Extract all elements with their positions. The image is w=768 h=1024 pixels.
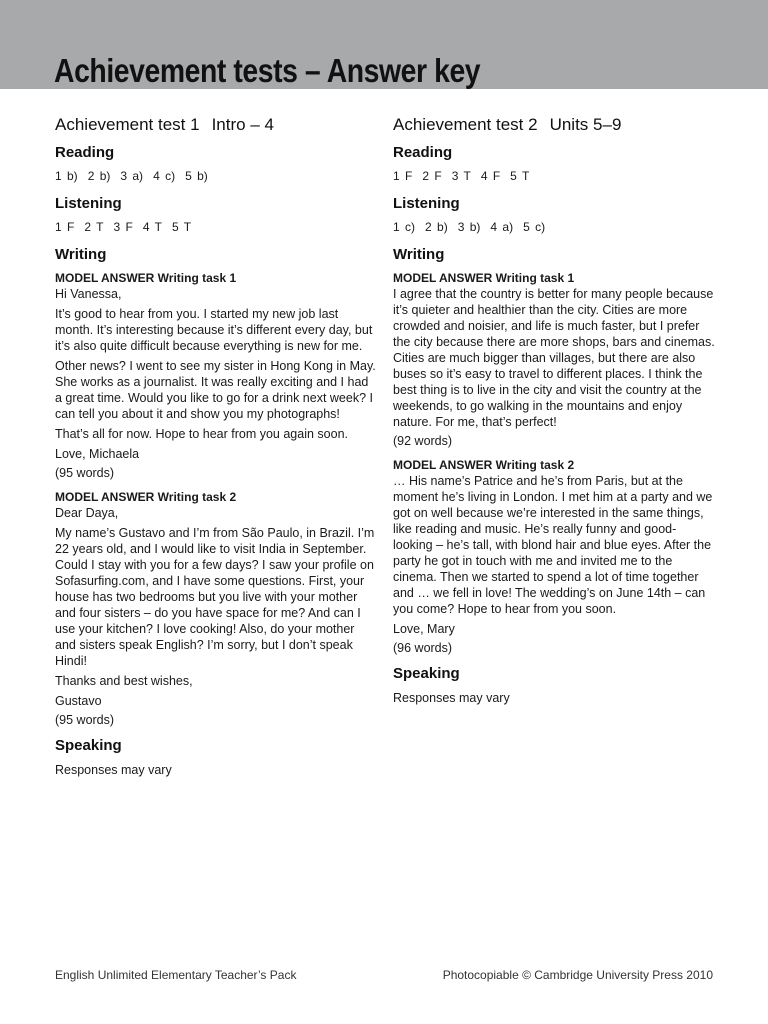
test1-speaking-text: Responses may vary — [55, 763, 172, 777]
test2-title: Achievement test 2 Units 5–9 — [393, 115, 622, 134]
test2-listening-heading: Listening — [393, 195, 460, 212]
paragraph: Love, Michaela — [55, 447, 140, 461]
paragraph: That’s all for now. Hope to hear from you again soon. — [55, 427, 348, 441]
test2-reading-heading: Reading — [393, 144, 453, 161]
model-answer-heading: MODEL ANSWER Writing task 2 — [55, 490, 237, 504]
paragraph: … His name’s Patrice and he’s from Paris, but at the moment he’s living in London. I met him at a party and we got on well because we’re interested in the same things, like reading and music. He’s really funny and good-looking – he’s tall, with blond hair and blue eyes. After the party he got in touch with me and invited me to the cinema. Then we started to spend a lot of time together and … we fell in love! The wedding’s on June 14th – can you come? Hope to hear from you soon. — [393, 474, 713, 616]
page-title: Achievement tests – Answer key — [54, 52, 481, 89]
test1-column — [55, 115, 377, 782]
test1-title: Achievement test 1 Intro – 4 — [55, 115, 274, 134]
footer-publication: English Unlimited Elementary Teacher’s Pack — [55, 968, 297, 982]
model-answer-heading: MODEL ANSWER Writing task 2 — [393, 458, 575, 472]
model-answer-heading: MODEL ANSWER Writing task 1 — [393, 271, 575, 285]
test1-model-answer-1 — [55, 271, 377, 480]
test1-listening-heading: Listening — [55, 195, 122, 212]
paragraph: I agree that the country is better for many people because it’s quieter and healthier than the city. Cities are more crowded and noisier, and life is much faster, but I prefer the city because there are more shops, bars and cinemas. Cities are much bigger than villages, but there are also buses so it’s easy to travel to different places. I think the best thing is to live in the city and visit the country at the weekends, to go walking in the mountains and enjoy nature. For me, that’s perfect! — [393, 287, 715, 429]
test1-model-answer-2 — [55, 490, 377, 727]
paragraph: Love, Mary — [393, 622, 455, 636]
word-count: (95 words) — [55, 466, 115, 480]
test1-reading-answers: 1 b) 2 b) 3 a) 4 c) 5 b) — [55, 169, 208, 183]
test2-speaking-heading: Speaking — [393, 665, 460, 682]
test2-model-answer-2 — [393, 458, 715, 655]
model-answer-heading: MODEL ANSWER Writing task 1 — [55, 271, 237, 285]
word-count: (95 words) — [55, 713, 115, 727]
footer-copyright: Photocopiable © Cambridge University Press 2010 — [442, 968, 713, 982]
test1-reading-heading: Reading — [55, 144, 115, 161]
test2-writing-heading: Writing — [393, 246, 445, 263]
paragraph: It’s good to hear from you. I started my new job last month. It’s interesting because it’s different every day, but it’s also quite difficult because everything is new for me. — [55, 307, 373, 353]
paragraph: Hi Vanessa, — [55, 287, 122, 301]
paragraph: Other news? I went to see my sister in Hong Kong in May. She works as a journalist. It was really exciting and I had a great time. Would you like to go for a drink next week? I can tell you about it and show you my photographs! — [55, 359, 376, 421]
test1-listening-answers: 1 F 2 T 3 F 4 T 5 T — [55, 220, 192, 234]
paragraph: My name’s Gustavo and I’m from São Paulo, in Brazil. I’m 22 years old, and I would like to visit India in September. Could I stay with you for a few days? I saw your profile on Sofasurfing.com, and I have some questions. First, your house has two bedrooms but you live with your mother and four sisters – do you have space for me? And can I use your kitchen? I love cooking! Also, do your mother and sisters speak English? I’m sorry, but I don’t speak Hindi! — [55, 526, 375, 668]
test2-column — [393, 115, 715, 710]
paragraph: Dear Daya, — [55, 506, 119, 520]
test2-listening-answers: 1 c) 2 b) 3 b) 4 a) 5 c) — [393, 220, 546, 234]
word-count: (96 words) — [393, 641, 453, 655]
test2-model-answer-1 — [393, 271, 715, 448]
test2-speaking-text: Responses may vary — [393, 691, 510, 705]
test1-speaking-heading: Speaking — [55, 737, 122, 754]
test1-writing-heading: Writing — [55, 246, 107, 263]
paragraph: Thanks and best wishes, — [55, 674, 193, 688]
paragraph: Gustavo — [55, 694, 102, 708]
word-count: (92 words) — [393, 434, 453, 448]
test2-reading-answers: 1 F 2 F 3 T 4 F 5 T — [393, 169, 530, 183]
